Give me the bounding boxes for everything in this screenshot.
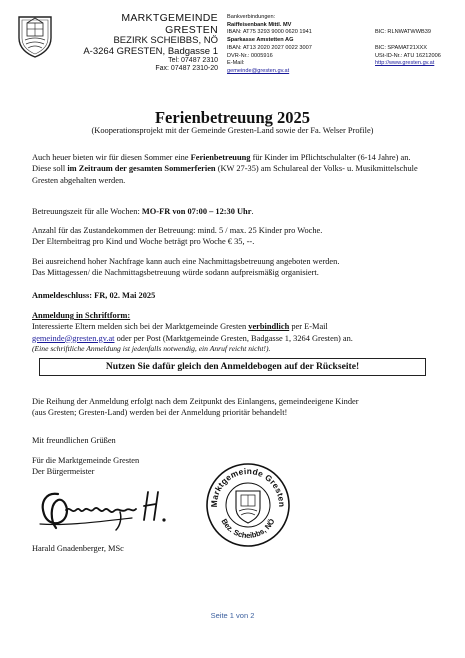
afternoon-paragraph: [32, 256, 442, 279]
times-period: .: [251, 207, 254, 216]
page-subtitle: (Kooperationsprojekt mit der Gemeinde Gresten-Land sowie der Fa. Welser Profile): [91, 126, 374, 135]
municipality-fax: Fax: 07487 2310-20: [155, 64, 218, 72]
registration-binding: verbindlich: [248, 322, 290, 332]
seal-ring-top: Marktgemeinde Gresten: [208, 465, 288, 508]
bank1-iban: IBAN: AT75 3293 9000 0620 1941: [227, 29, 312, 36]
bank2-iban: IBAN: AT13 2020 2027 0022 3007: [227, 44, 312, 51]
municipality-address-block: [60, 13, 218, 72]
email-label: E-Mail:: [227, 60, 245, 67]
header-email-link[interactable]: gemeinde@gresten.gv.at: [227, 68, 290, 75]
page-title: Ferienbetreuung 2025: [154, 108, 311, 127]
municipality-district: BEZIRK SCHEIBBS, NÖ: [113, 35, 218, 47]
afternoon-text-2: Das Mittagessen/ die Nachmittagsbetreuung würde sodann aufpreismäßig organisiert.: [32, 268, 319, 278]
registration-text-3: oder per Post (Marktgemeinde Gresten, Badgasse 1, 3264 Gresten) an.: [114, 333, 353, 343]
bank-heading: Bankverbindungen:: [227, 14, 276, 20]
greeting: Mit freundlichen Grüßen: [32, 436, 116, 445]
order-paragraph: [32, 396, 442, 419]
afternoon-text-1: Bei ausreichend hoher Nachfrage kann auch eine Nachmittagsbetreuung angeboten werden.: [32, 257, 340, 266]
intro-text-2: für Kinder im Pflichtschulalter (6-14 Jahre) an.: [250, 153, 411, 162]
bank2-name: Sparkasse Amstetten AG: [227, 37, 294, 44]
website-link[interactable]: http://www.gresten.gv.at: [375, 60, 435, 67]
capacity-paragraph: [32, 225, 442, 248]
times-label: Betreuungszeit für alle Wochen:: [32, 207, 142, 216]
municipality-name-line2: GRESTEN: [165, 23, 218, 36]
registration-text-2: per E-Mail: [289, 322, 328, 332]
seal-ring-bottom: Bez. Scheibbs, NÖ: [219, 517, 277, 541]
svg-text:Bez. Scheibbs, NÖ: [220, 517, 277, 540]
dvr-number: DVR-Nr.: 0005916: [227, 52, 273, 59]
order-text-1: Die Reihung der Anmeldung erfolgt nach dem Zeitpunkt des Einlangens, gemeindeeigene Kinder: [32, 397, 359, 406]
signatory-role: Der Bürgermeister: [32, 467, 95, 477]
signatory-org: Für die Marktgemeinde Gresten: [32, 456, 140, 465]
uid-number: USt-ID-Nr.: ATU 16212006: [375, 52, 441, 59]
registration-heading: Anmeldung in Schriftform:: [32, 311, 131, 320]
intro-text-1: Auch heuer bieten wir für diesen Sommer eine: [32, 153, 191, 162]
municipality-phone: Tel: 07487 2310: [168, 56, 218, 64]
intro-highlight-1: Ferienbetreuung: [190, 153, 251, 162]
municipality-name: MARKTGEMEINDE: [121, 12, 218, 24]
period-highlight: im Zeitraum der gesamten Sommerferien: [67, 164, 216, 174]
registration-text-1: Interessierte Eltern melden sich bei der Marktgemeinde Gresten: [32, 322, 249, 332]
registration-note: (Eine schriftliche Anmeldung ist jedenfalls notwendig, ein Anruf reicht nicht!).: [32, 343, 271, 353]
handwritten-signature-icon: [36, 480, 186, 536]
official-stamp-icon: [205, 462, 291, 548]
order-text-2: (aus Gresten; Gresten-Land) werden bei der Anmeldung prioritär behandelt!: [32, 408, 288, 418]
deadline: Anmeldeschluss: FR, 02. Mai 2025: [32, 291, 156, 300]
bank1-bic: BIC: RLNWATWWB39: [375, 29, 431, 36]
period-text-1: Diese soll: [32, 164, 68, 174]
signer-name: Harald Gnadenberger, MSc: [32, 544, 124, 553]
fee-text: Der Elternbeitrag pro Kind und Woche beträgt pro Woche € 35, --.: [32, 237, 255, 247]
period-text-2: (KW 27-35) am Schulareal der Volks- u. Musikmittelschule Gresten abgehalten werden.: [32, 164, 418, 185]
page-number: Seite 1 von 2: [210, 611, 255, 620]
times-paragraph: [32, 206, 442, 217]
intro-paragraph: [32, 152, 442, 186]
times-value: MO-FR von 07:00 – 12:30 Uhr: [141, 207, 252, 216]
bank2-bic: BIC: SPAMAT21XXX: [375, 44, 428, 51]
notice-box: Nutzen Sie dafür gleich den Anmeldebogen auf der Rückseite!: [39, 358, 426, 376]
bank-details-block: [227, 14, 457, 76]
municipal-coat-of-arms-icon: [16, 14, 54, 58]
capacity-text: Anzahl für das Zustandekommen der Betreuung: mind. 5 / max. 25 Kinder pro Woche.: [32, 226, 323, 235]
municipality-address: A-3264 GRESTEN, Badgasse 1: [83, 45, 218, 57]
registration-paragraph: [32, 310, 442, 354]
registration-email-link[interactable]: gemeinde@gresten.gv.at: [32, 333, 115, 343]
bank1-name: Raiffeisenbank Mittl. MV: [227, 21, 292, 28]
